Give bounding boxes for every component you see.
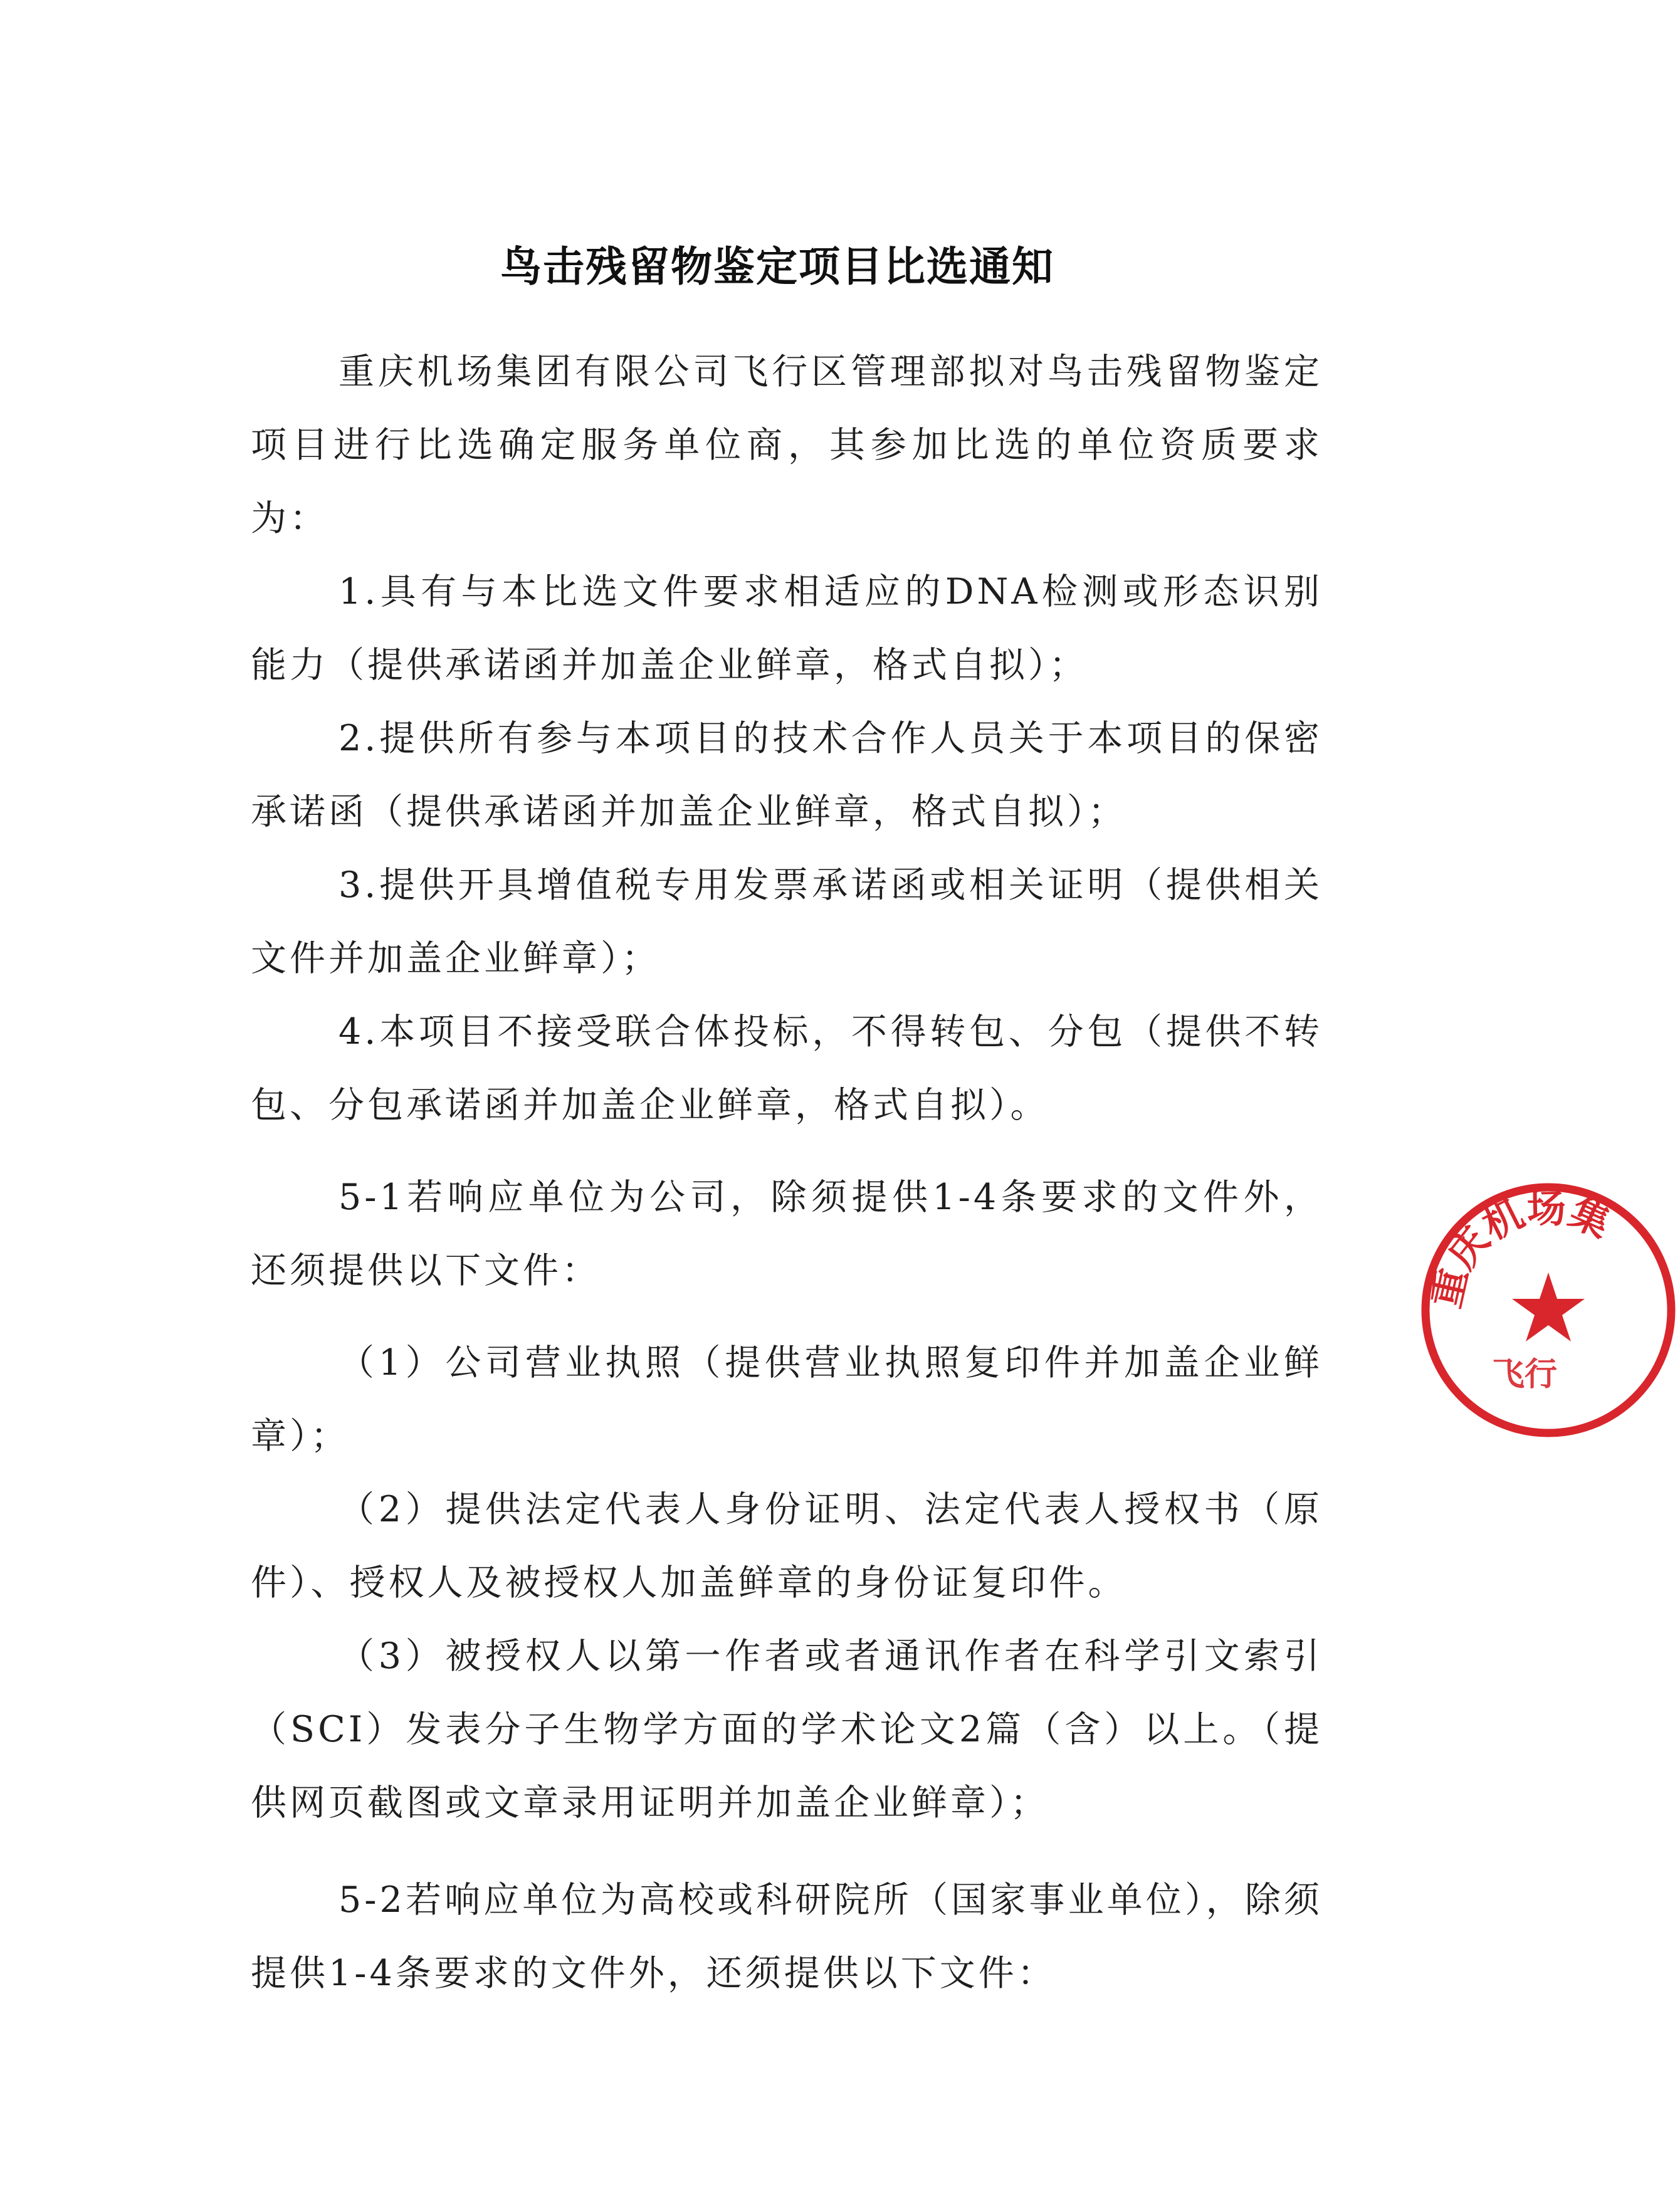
requirement-5-1-item-3: （3）被授权人以第一作者或者通讯作者在科学引文索引（SCI）发表分子生物学方面的学术论文2篇（含）以上。（提供网页截图或文章录用证明并加盖企业鲜章）； — [251, 1635, 1323, 1824]
requirement-2: 2.提供所有参与本项目的技术合作人员关于本项目的保密承诺函（提供承诺函并加盖企业鲜章，格式自拟）； — [251, 718, 1323, 832]
seal-star-icon — [1512, 1273, 1585, 1341]
document-title: 鸟击残留物鉴定项目比选通知 — [500, 243, 1054, 291]
company-seal-stamp — [1417, 1178, 1680, 1442]
requirement-3: 3.提供开具增值税专用发票承诺函或相关证明（提供相关文件并加盖企业鲜章）； — [251, 864, 1323, 979]
requirement-5-1-item-1: （1）公司营业执照（提供营业执照复印件并加盖企业鲜章）； — [251, 1342, 1323, 1457]
requirement-1: 1.具有与本比选文件要求相适应的DNA检测或形态识别能力（提供承诺函并加盖企业鲜章，格式自拟）； — [251, 571, 1323, 686]
svg-text:飞行: 飞行 — [1492, 1356, 1558, 1393]
intro-paragraph: 重庆机场集团有限公司飞行区管理部拟对鸟击残留物鉴定项目进行比选确定服务单位商，其参加比选的单位资质要求为： — [251, 351, 1323, 539]
svg-text:重庆机场集 — [1423, 1185, 1617, 1311]
requirement-5-1: 5-1若响应单位为公司，除须提供1-4条要求的文件外，还须提供以下文件： — [251, 1177, 1323, 1291]
document-body — [251, 335, 1323, 2010]
requirement-5-1-item-2: （2）提供法定代表人身份证明、法定代表人授权书（原件）、授权人及被授权人加盖鲜章的身份证复印件。 — [251, 1489, 1323, 1603]
requirement-4: 4.本项目不接受联合体投标，不得转包、分包（提供不转包、分包承诺函并加盖企业鲜章，格式自拟）。 — [251, 1011, 1323, 1126]
requirement-5-2: 5-2若响应单位为高校或科研院所（国家事业单位），除须提供1-4条要求的文件外，还须提供以下文件： — [251, 1879, 1323, 1994]
seal-text: 重庆机场集 — [1423, 1185, 1617, 1312]
